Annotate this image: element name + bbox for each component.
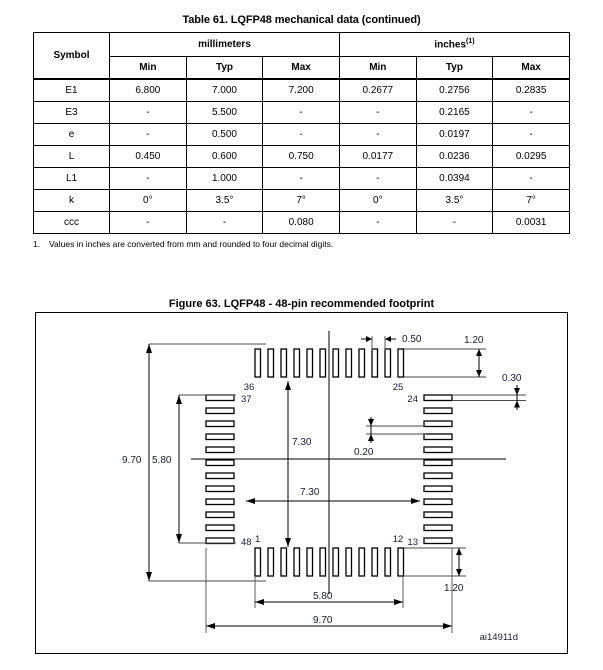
dimension-span-vertical-730 — [285, 381, 312, 547]
table-row — [34, 79, 570, 102]
table-header-sub-row — [34, 57, 570, 80]
cell-mm-typ: 0.600 — [186, 146, 263, 168]
dimension-pad-length-bottom-120 — [404, 548, 466, 594]
cell-mm-typ: - — [186, 212, 263, 234]
dimension-pad-width-030 — [452, 373, 526, 410]
cell-in-typ: 0.2165 — [416, 102, 493, 124]
dimension-label-pitch: 0.50 — [402, 334, 422, 345]
cell-symbol: e — [34, 124, 110, 146]
column-header-in-min: Min — [339, 57, 416, 80]
footprint-figure — [35, 312, 568, 654]
column-group-header-millimeters: millimeters — [110, 33, 340, 57]
cell-in-min: - — [339, 168, 416, 190]
cell-mm-typ: 1.000 — [186, 168, 263, 190]
column-header-mm-min: Min — [110, 57, 187, 80]
cell-in-typ: 0.0197 — [416, 124, 493, 146]
table-row — [34, 146, 570, 168]
cell-mm-max: 7.200 — [263, 79, 340, 102]
cell-symbol: L — [34, 146, 110, 168]
table-row — [34, 102, 570, 124]
cell-in-min: 0.0177 — [339, 146, 416, 168]
cell-in-typ: 3.5° — [416, 190, 493, 212]
pin-label-right-top: 24 — [407, 394, 418, 405]
cell-in-max: 0.2835 — [493, 79, 570, 102]
dimension-label-span-horizontal: 7.30 — [300, 487, 320, 498]
dimension-label-pad-length-top: 1.20 — [464, 335, 484, 346]
right-pad-column — [424, 395, 452, 544]
mechanical-data-table — [33, 32, 570, 234]
cell-mm-typ: 0.500 — [186, 124, 263, 146]
column-header-mm-max: Max — [263, 57, 340, 80]
pin-label-top-left: 36 — [243, 382, 255, 393]
cell-symbol: k — [34, 190, 110, 212]
cell-in-min: - — [339, 124, 416, 146]
table-footnote — [33, 239, 570, 249]
cell-symbol: E3 — [34, 102, 110, 124]
cell-mm-min: 0.450 — [110, 146, 187, 168]
cell-mm-max: - — [263, 102, 340, 124]
table-row — [34, 212, 570, 234]
cell-in-max: - — [493, 124, 570, 146]
cell-in-max: 0.0031 — [493, 212, 570, 234]
cell-mm-typ: 7.000 — [186, 79, 263, 102]
cell-mm-max: 7° — [263, 190, 340, 212]
dimension-inner-height-580 — [152, 395, 236, 543]
table-header-group-row — [34, 33, 570, 57]
inches-label: inches — [434, 39, 467, 51]
drawing-id-label: ai14911d — [479, 632, 518, 643]
pin-label-left-top: 37 — [241, 394, 252, 405]
cell-mm-max: - — [263, 168, 340, 190]
dimension-label-pad-gap: 0.20 — [354, 447, 374, 458]
table-row — [34, 124, 570, 146]
column-header-in-typ: Typ — [416, 57, 493, 80]
figure-title: Figure 63. LQFP48 - 48-pin recommended footprint — [168, 298, 435, 310]
column-group-header-inches — [339, 33, 569, 57]
dimension-label-pad-width: 0.30 — [502, 373, 522, 384]
cell-mm-max: 0.750 — [263, 146, 340, 168]
dimension-label-outer-height: 9.70 — [122, 455, 142, 466]
dimension-label-inner-height: 5.80 — [152, 455, 172, 466]
cell-mm-max: - — [263, 124, 340, 146]
mechanical-data-table-block — [33, 14, 570, 249]
pin-label-right-bottom: 13 — [407, 537, 418, 548]
dimension-label-inner-width: 5.80 — [313, 591, 333, 602]
cell-mm-typ: 5.500 — [186, 102, 263, 124]
footnote-number: 1. — [33, 239, 41, 249]
pin-label-bottom-right: 12 — [392, 534, 404, 545]
column-header-in-max: Max — [493, 57, 570, 80]
cell-mm-max: 0.080 — [263, 212, 340, 234]
cell-in-typ: 0.2756 — [416, 79, 493, 102]
cell-mm-min: - — [110, 124, 187, 146]
table-row — [34, 190, 570, 212]
pin-label-bottom-left: 1 — [255, 534, 261, 545]
column-header-mm-typ: Typ — [186, 57, 263, 80]
cell-mm-typ: 3.5° — [186, 190, 263, 212]
dimension-label-span-vertical: 7.30 — [292, 437, 312, 448]
cell-in-max: 0.0295 — [493, 146, 570, 168]
table-row — [34, 168, 570, 190]
pin-label-left-bottom: 48 — [241, 537, 252, 548]
dimension-pad-gap-020 — [354, 417, 426, 458]
cell-mm-min: - — [110, 168, 187, 190]
cell-in-typ: 0.0394 — [416, 168, 493, 190]
cell-in-typ: 0.0236 — [416, 146, 493, 168]
dimension-label-pad-length-bottom: 1.20 — [444, 583, 464, 594]
cell-mm-min: - — [110, 212, 187, 234]
table-title: Table 61. LQFP48 mechanical data (continued) — [182, 14, 421, 26]
cell-symbol: E1 — [34, 79, 110, 102]
footprint-drawing — [36, 313, 566, 652]
cell-symbol: ccc — [34, 212, 110, 234]
cell-in-max: 7° — [493, 190, 570, 212]
cell-mm-min: 6.800 — [110, 79, 187, 102]
cell-mm-min: 0° — [110, 190, 187, 212]
cell-in-min: 0° — [339, 190, 416, 212]
cell-in-min: - — [339, 102, 416, 124]
inches-footnote-marker: (1) — [466, 38, 475, 46]
cell-in-typ: - — [416, 212, 493, 234]
cell-in-min: 0.2677 — [339, 79, 416, 102]
pin-label-top-right: 25 — [392, 382, 404, 393]
dimension-span-horizontal-730 — [246, 487, 420, 504]
cell-symbol: L1 — [34, 168, 110, 190]
column-header-symbol: Symbol — [34, 33, 110, 80]
dimension-pitch-050 — [361, 334, 422, 351]
cell-in-min: - — [339, 212, 416, 234]
left-pad-column — [206, 395, 234, 544]
dimension-label-outer-width: 9.70 — [313, 615, 333, 626]
cell-in-max: - — [493, 168, 570, 190]
cell-in-max: - — [493, 102, 570, 124]
cell-mm-min: - — [110, 102, 187, 124]
footnote-text: Values in inches are converted from mm and rounded to four decimal digits. — [49, 239, 334, 249]
